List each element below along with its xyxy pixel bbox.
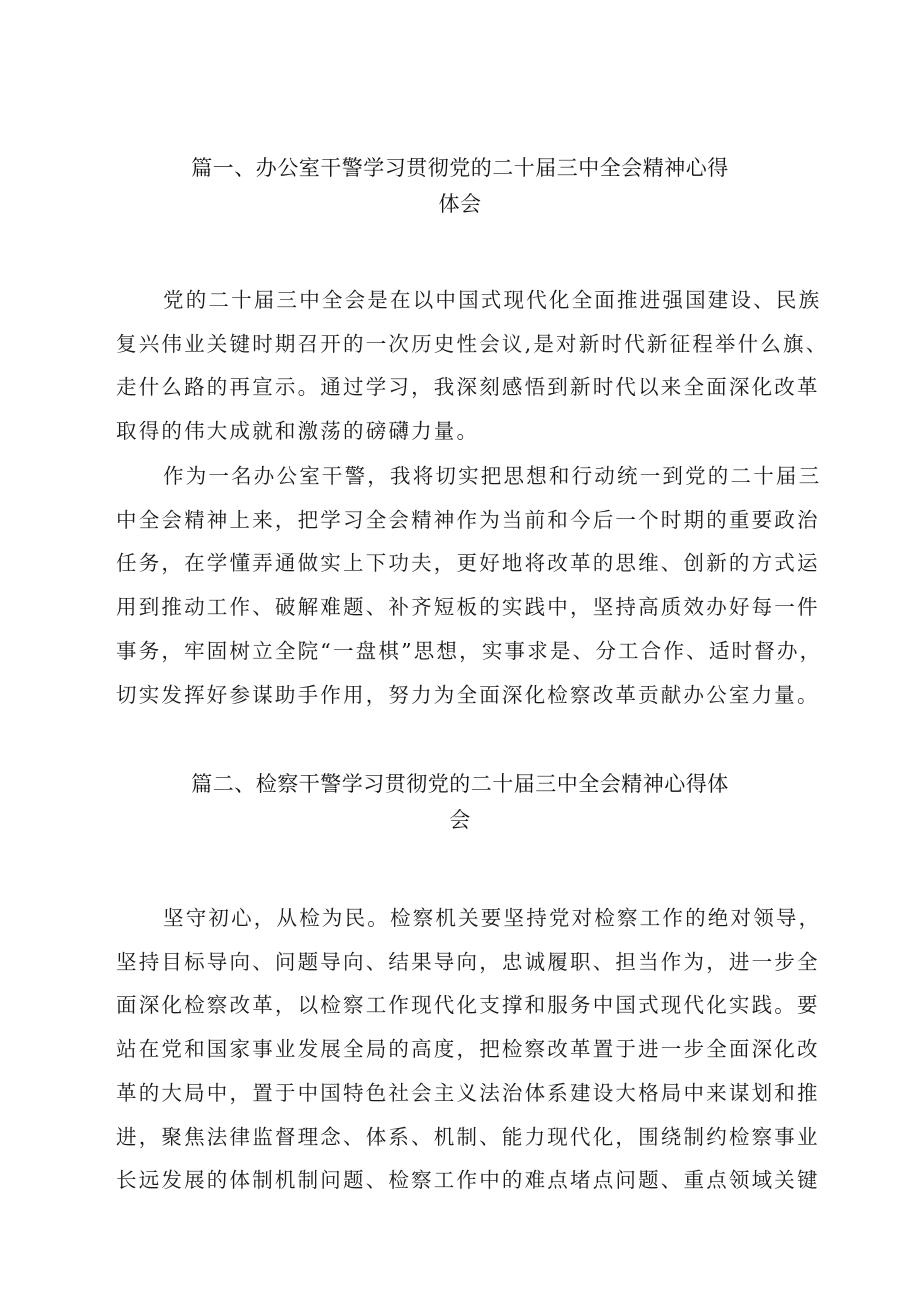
text-line: 切实发挥好参谋助手作用，努力为全面深化检察改革贡献办公室力量。 xyxy=(116,682,820,707)
text-line: 坚持目标导向、问题导向、结果导向，忠诚履职、担当作为，进一步全 xyxy=(116,949,820,974)
title-line: 篇二、检察干警学习贯彻党的二十届三中全会精神心得体 xyxy=(191,772,729,796)
section-2-title xyxy=(0,766,920,838)
text-line: 党的二十届三中全会是在以中国式现代化全面推进强国建设、民族 xyxy=(163,288,822,312)
text-line: 用到推动工作、破解难题、补齐短板的实践中，坚持高质效办好每一件 xyxy=(116,595,820,620)
section-1-paragraph-2 xyxy=(116,455,844,717)
text-line: 站在党和国家事业发展全局的高度，把检察改革置于进一步全面深化改 xyxy=(116,1037,820,1062)
text-line: 任务，在学懂弄通做实上下功夫，更好地将改革的思维、创新的方式运 xyxy=(116,551,820,576)
section-2-paragraph-1 xyxy=(116,897,844,1203)
text-line: 长远发展的体制机制问题、检察工作中的难点堵点问题、重点领域关键 xyxy=(116,1168,820,1193)
title-line: 会 xyxy=(449,808,471,832)
text-line: 取得的伟大成就和激荡的磅礴力量。 xyxy=(116,419,480,444)
text-line: 中全会精神上来，把学习全会精神作为当前和今后一个时期的重要政治 xyxy=(116,507,820,532)
text-line: 作为一名办公室干警，我将切实把思想和行动统一到党的二十届三 xyxy=(163,464,822,488)
text-line: 复兴伟业关键时期召开的一次历史性会议,是对新时代新征程举什么旗、 xyxy=(116,331,829,356)
title-line: 体会 xyxy=(438,192,482,216)
text-line: 坚守初心，从检为民。检察机关要坚持党对检察工作的绝对领导， xyxy=(163,906,822,930)
section-1-paragraph-1 xyxy=(116,279,844,454)
text-line: 走什么路的再宣示。通过学习，我深刻感悟到新时代以来全面深化改革 xyxy=(116,375,820,400)
text-line: 面深化检察改革，以检察工作现代化支撑和服务中国式现代化实践。要 xyxy=(116,993,820,1018)
text-line: 事务，牢固树立全院“一盘棋”思想，实事求是、分工合作、适时督办， xyxy=(116,638,823,663)
text-line: 进，聚焦法律监督理念、体系、机制、能力现代化，围绕制约检察事业 xyxy=(116,1124,820,1149)
title-line: 篇一、办公室干警学习贯彻党的二十届三中全会精神心得 xyxy=(191,156,729,180)
section-1-title xyxy=(0,150,920,222)
text-line: 革的大局中，置于中国特色社会主义法治体系建设大格局中来谋划和推 xyxy=(116,1080,820,1105)
